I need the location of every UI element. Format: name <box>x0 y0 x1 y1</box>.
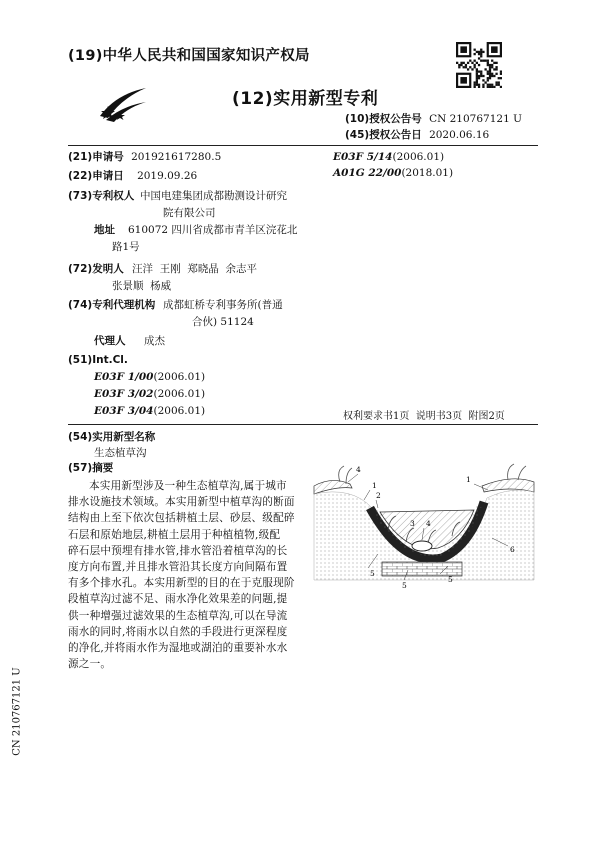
abstract-line: 的净化,并将雨水作为湿地或湖泊的重要补水水 <box>68 642 288 655</box>
application-number: 201921617280.5 <box>131 151 222 163</box>
intcl-item <box>94 404 205 419</box>
intcl-item <box>94 370 205 385</box>
figure-label-1: 1 <box>466 475 471 484</box>
section-rule <box>68 424 538 425</box>
publication-number-label: (10)授权公告号 <box>345 113 422 125</box>
address-label: 地址 <box>94 224 115 236</box>
address-line-2: 路1号 <box>112 241 140 253</box>
intcl-code: E03F 3/02 <box>94 388 154 400</box>
qr-code-icon <box>456 42 502 88</box>
abstract-label: (57)摘要 <box>68 462 114 474</box>
application-date-row <box>68 169 197 184</box>
inventors-line-1: 汪洋 王刚 郑晓晶 余志平 <box>132 263 258 275</box>
abstract-line: 石层和原始地层,耕植土层用于种植植物,级配 <box>68 528 281 541</box>
publication-date-label: (45)授权公告日 <box>345 129 422 141</box>
patentee-label: (73)专利权人 <box>68 190 135 202</box>
abstract-line: 度方向布置,并且排水管沿其长度方向间隔布置 <box>68 561 288 574</box>
figure-label-6: 6 <box>510 545 515 554</box>
figure-label-5: 5 <box>448 575 453 584</box>
intcl-code: E03F 1/00 <box>94 371 154 383</box>
publication-date-row <box>345 128 489 143</box>
title-label: (54)实用新型名称 <box>68 431 156 443</box>
inventors-line-2: 张景顺 杨威 <box>112 280 172 292</box>
intcl-code: E03F 3/04 <box>94 405 154 417</box>
application-number-row <box>68 150 221 165</box>
address-line-1: 610072 四川省成都市青羊区浣花北 <box>128 224 298 236</box>
abstract-line: 有多个排水孔。本实用新型的目的在于克服现阶 <box>68 577 295 590</box>
abstract-text <box>68 478 303 672</box>
cnipa-logo-icon <box>96 82 150 124</box>
class-code: A01G 22/00 <box>333 167 402 179</box>
publication-number-row <box>345 112 522 127</box>
side-publication-number: CN 210767121 U <box>11 667 23 756</box>
agency-line-2: 合伙) 51124 <box>192 316 254 328</box>
figure-label-5: 5 <box>402 581 407 590</box>
publication-date: 2020.06.16 <box>429 129 490 141</box>
secondary-class-item <box>333 150 444 165</box>
patentee-line-2: 院有限公司 <box>163 207 216 219</box>
secondary-class-item <box>333 166 453 181</box>
page-count-summary: 权利要求书1页 说明书3页 附图2页 <box>343 411 505 422</box>
abstract-line: 源之一。 <box>68 658 112 671</box>
intcl-label: (51)Int.Cl. <box>68 354 128 366</box>
application-date-label: (22)申请日 <box>68 170 124 182</box>
inventors-label: (72)发明人 <box>68 263 124 275</box>
abstract-line: 排水设施技术领域。本实用新型中植草沟的断面 <box>68 496 295 509</box>
patentee-line-1: 中国电建集团成都勘测设计研究 <box>140 190 287 202</box>
class-version: (2018.01) <box>401 167 454 179</box>
abstract-line: 碎石层中预埋有排水管,排水管沿着植草沟的长 <box>68 544 288 557</box>
intcl-version: (2006.01) <box>153 405 206 417</box>
application-date: 2019.09.26 <box>137 170 198 182</box>
class-version: (2006.01) <box>392 151 445 163</box>
figure-label-3: 3 <box>410 519 415 528</box>
abstract-line: 结构由上至下依次包括耕植土层、砂层、级配碎 <box>68 512 295 525</box>
office-name: (19)中华人民共和国国家知识产权局 <box>68 48 310 64</box>
agent-label: 代理人 <box>94 335 126 347</box>
agency-label: (74)专利代理机构 <box>68 299 156 311</box>
intcl-version: (2006.01) <box>153 371 206 383</box>
figure-label-4: 4 <box>426 519 431 528</box>
figure-label-1: 1 <box>372 481 377 490</box>
agency-line-1: 成都虹桥专利事务所(普通 <box>163 299 283 311</box>
figure-label-4: 4 <box>356 465 361 474</box>
intcl-item <box>94 387 205 402</box>
abstract-line: 供一种增强过滤效果的生态植草沟,可以在导流 <box>68 609 288 622</box>
figure-label-2: 2 <box>376 491 381 500</box>
agent-name: 成杰 <box>144 335 165 347</box>
document-type-title: (12)实用新型专利 <box>232 89 379 109</box>
cross-section-figure <box>312 458 537 593</box>
figure-label-5: 5 <box>370 569 375 578</box>
abstract-line: 本实用新型涉及一种生态植草沟,属于城市 <box>89 480 287 492</box>
class-code: E03F 5/14 <box>333 151 393 163</box>
utility-model-title: 生态植草沟 <box>94 447 147 459</box>
application-number-label: (21)申请号 <box>68 151 124 163</box>
abstract-line: 雨水的同时,将雨水以自然的手段进行更深程度 <box>68 625 288 638</box>
intcl-version: (2006.01) <box>153 388 206 400</box>
publication-number: CN 210767121 U <box>429 113 522 125</box>
abstract-line: 段植草沟过滤不足、雨水净化效果差的问题,提 <box>68 593 288 606</box>
header-rule <box>68 145 538 146</box>
